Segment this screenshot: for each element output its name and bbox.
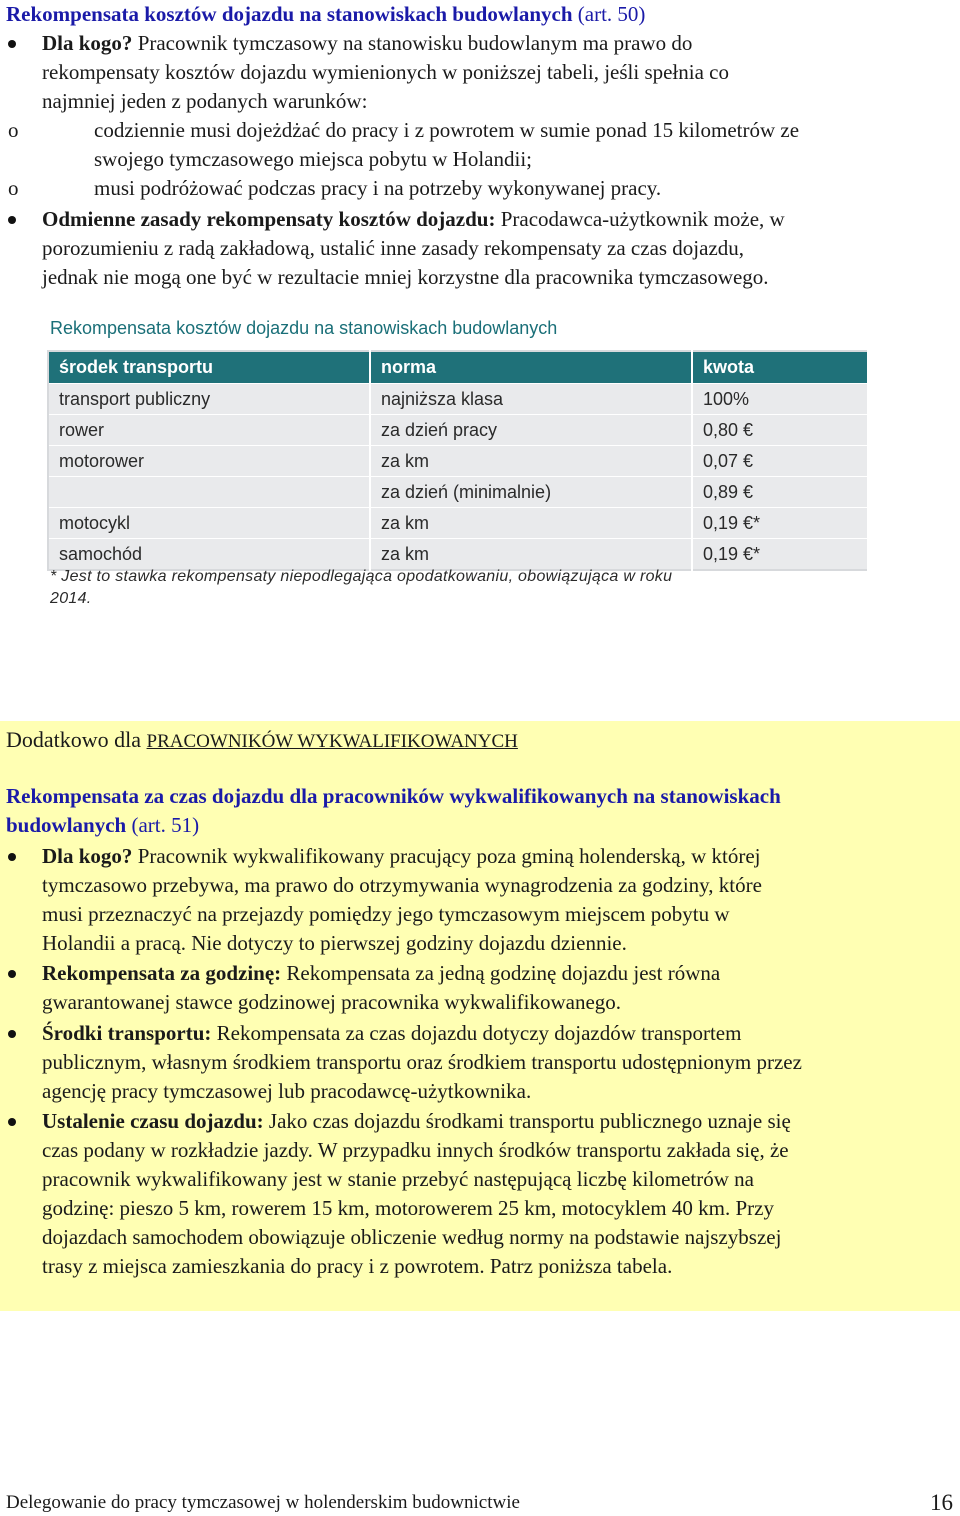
cell-transport: samochód <box>48 539 370 571</box>
cell-norm: za km <box>370 446 692 477</box>
text-line: jednak nie mogą one być w rezultacie mniej korzystne dla pracownika tymczasowego. <box>42 265 769 289</box>
bullet-dot-icon <box>8 1030 16 1038</box>
text-line: gwarantowanej stawce godzinowej pracownika wykwalifikowanego. <box>42 990 622 1014</box>
text-line: godzinę: pieszo 5 km, rowerem 15 km, motorowerem 25 km, motocyklem 40 km. Przy <box>42 1196 774 1220</box>
table-row <box>48 508 868 539</box>
header-amount: kwota <box>692 351 868 384</box>
table-row <box>48 477 868 508</box>
table-row <box>48 415 868 446</box>
heading-ref: (art. 50) <box>572 2 646 26</box>
cell-transport: transport publiczny <box>48 384 370 415</box>
bullet-label: Odmienne zasady rekompensaty kosztów dojazdu: <box>42 207 496 231</box>
table-row <box>48 384 868 415</box>
heading-line: Rekompensata za czas dojazdu dla pracowników wykwalifikowanych na stanowiskach <box>6 784 781 808</box>
text-line: agencję pracy tymczasowej lub pracodawcę-użytkownika. <box>42 1079 532 1103</box>
heading-title: Rekompensata kosztów dojazdu na stanowiskach budowlanych <box>6 2 573 26</box>
section-heading-art50 <box>6 0 645 29</box>
bullet-transport-means <box>0 1019 960 1109</box>
page-number: 16 <box>930 1490 953 1515</box>
text-line: musi podróżować podczas pracy i na potrzeby wykonywanej pracy. <box>94 176 662 200</box>
table-row <box>48 446 868 477</box>
text-line: Holandii a pracą. Nie dotyczy to pierwszej godziny dojazdu dziennie. <box>42 931 627 955</box>
bullet-different-rules <box>0 205 960 293</box>
header-norm: norma <box>370 351 692 384</box>
cell-amount: 0,80 € <box>692 415 868 446</box>
bullet-dot-icon <box>8 216 16 224</box>
text-line: Rekompensata za czas dojazdu dotyczy dojazdów transportem <box>211 1021 742 1045</box>
cell-amount: 0,19 €* <box>692 539 868 571</box>
cell-amount: 0,19 €* <box>692 508 868 539</box>
qualified-workers-box <box>0 721 960 1311</box>
table-footnote <box>50 566 950 610</box>
bullet-travel-time <box>0 1107 960 1287</box>
text-line: rekompensaty kosztów dojazdu wymienionych w poniższej tabeli, jeśli spełnia co <box>42 60 729 84</box>
bullet-label: Rekompensata za godzinę: <box>42 961 282 985</box>
cell-amount: 100% <box>692 384 868 415</box>
cell-norm: za km <box>370 539 692 571</box>
bullet-hourly-rate <box>0 959 960 1019</box>
cell-transport <box>48 477 370 508</box>
section-heading-art51 <box>6 782 781 840</box>
intro-text: Dodatkowo dla <box>6 727 147 752</box>
intro-line <box>6 725 518 757</box>
bullet-who <box>0 29 960 117</box>
text-line: Pracownik tymczasowy na stanowisku budowlanym ma prawo do <box>132 31 693 55</box>
heading-ref: (art. 51) <box>126 813 200 837</box>
bullet-dot-icon <box>8 970 16 978</box>
bullet-who-qualified <box>0 842 960 960</box>
table-header-row <box>48 351 868 384</box>
cell-transport: motocykl <box>48 508 370 539</box>
intro-link: PRACOWNIKÓW WYKWALIFIKOWANYCH <box>146 731 518 752</box>
footnote-line: 2014. <box>50 590 92 607</box>
fares-table <box>47 350 869 571</box>
cell-norm: za dzień (minimalnie) <box>370 477 692 508</box>
sub-marker: o <box>8 176 19 200</box>
text-line: dojazdach samochodem obowiązuje obliczenie według normy na podstawie najszybszej <box>42 1225 782 1249</box>
bullet-label: Ustalenie czasu dojazdu: <box>42 1109 264 1133</box>
bullet-label: Dla kogo? <box>42 31 133 55</box>
bullet-dot-icon <box>8 40 16 48</box>
cell-norm: za km <box>370 508 692 539</box>
text-line: publicznym, własnym środkiem transportu oraz środkiem transportu udostępnionym przez <box>42 1050 802 1074</box>
table-title: Rekompensata kosztów dojazdu na stanowiskach budowlanych <box>50 318 558 338</box>
text-line: najmniej jeden z podanych warunków: <box>42 89 368 113</box>
heading-line: budowlanych <box>6 813 127 837</box>
footer-title: Delegowanie do pracy tymczasowej w holenderskim budownictwie <box>6 1492 520 1513</box>
text-line: trasy z miejsca zamieszkania do pracy i z powrotem. Patrz poniższa tabela. <box>42 1254 673 1278</box>
cell-amount: 0,89 € <box>692 477 868 508</box>
text-line: codziennie musi dojeżdżać do pracy i z powrotem w sumie ponad 15 kilometrów ze <box>94 118 800 142</box>
bullet-label: Dla kogo? <box>42 844 133 868</box>
sub-item-commute <box>0 116 960 174</box>
bullet-label: Środki transportu: <box>42 1021 212 1045</box>
cell-amount: 0,07 € <box>692 446 868 477</box>
text-line: Rekompensata za jedną godzinę dojazdu jest równa <box>281 961 721 985</box>
text-line: musi przeznaczyć na przejazdy pomiędzy jego tymczasowym miejscem pobytu w <box>42 902 730 926</box>
cell-norm: najniższa klasa <box>370 384 692 415</box>
cell-transport: motorower <box>48 446 370 477</box>
text-line: swojego tymczasowego miejsca pobytu w Holandii; <box>94 147 532 171</box>
header-transport: środek transportu <box>48 351 370 384</box>
text-line: porozumieniu z radą zakładową, ustalić inne zasady rekompensaty za czas dojazdu, <box>42 236 745 260</box>
bullet-dot-icon <box>8 853 16 861</box>
text-line: pracownik wykwalifikowany jest w stanie przebyć następującą liczbę kilometrów na <box>42 1167 755 1191</box>
text-line: Pracownik wykwalifikowany pracujący poza gminą holenderską, w której <box>132 844 761 868</box>
footnote-line: * Jest to stawka rekompensaty niepodlegająca opodatkowaniu, obowiązująca w roku <box>50 568 673 585</box>
text-line: czas podany w rozkładzie jazdy. W przypadku innych środków transportu zakłada się, że <box>42 1138 789 1162</box>
text-line: Jako czas dojazdu środkami transportu publicznego uznaje się <box>263 1109 791 1133</box>
sub-item-travel <box>0 174 960 203</box>
bullet-dot-icon <box>8 1118 16 1126</box>
cell-norm: za dzień pracy <box>370 415 692 446</box>
text-line: tymczasowo przebywa, ma prawo do otrzymywania wynagrodzenia za godziny, które <box>42 873 762 897</box>
text-line: Pracodawca-użytkownik może, w <box>495 207 785 231</box>
sub-marker: o <box>8 118 19 142</box>
cell-transport: rower <box>48 415 370 446</box>
